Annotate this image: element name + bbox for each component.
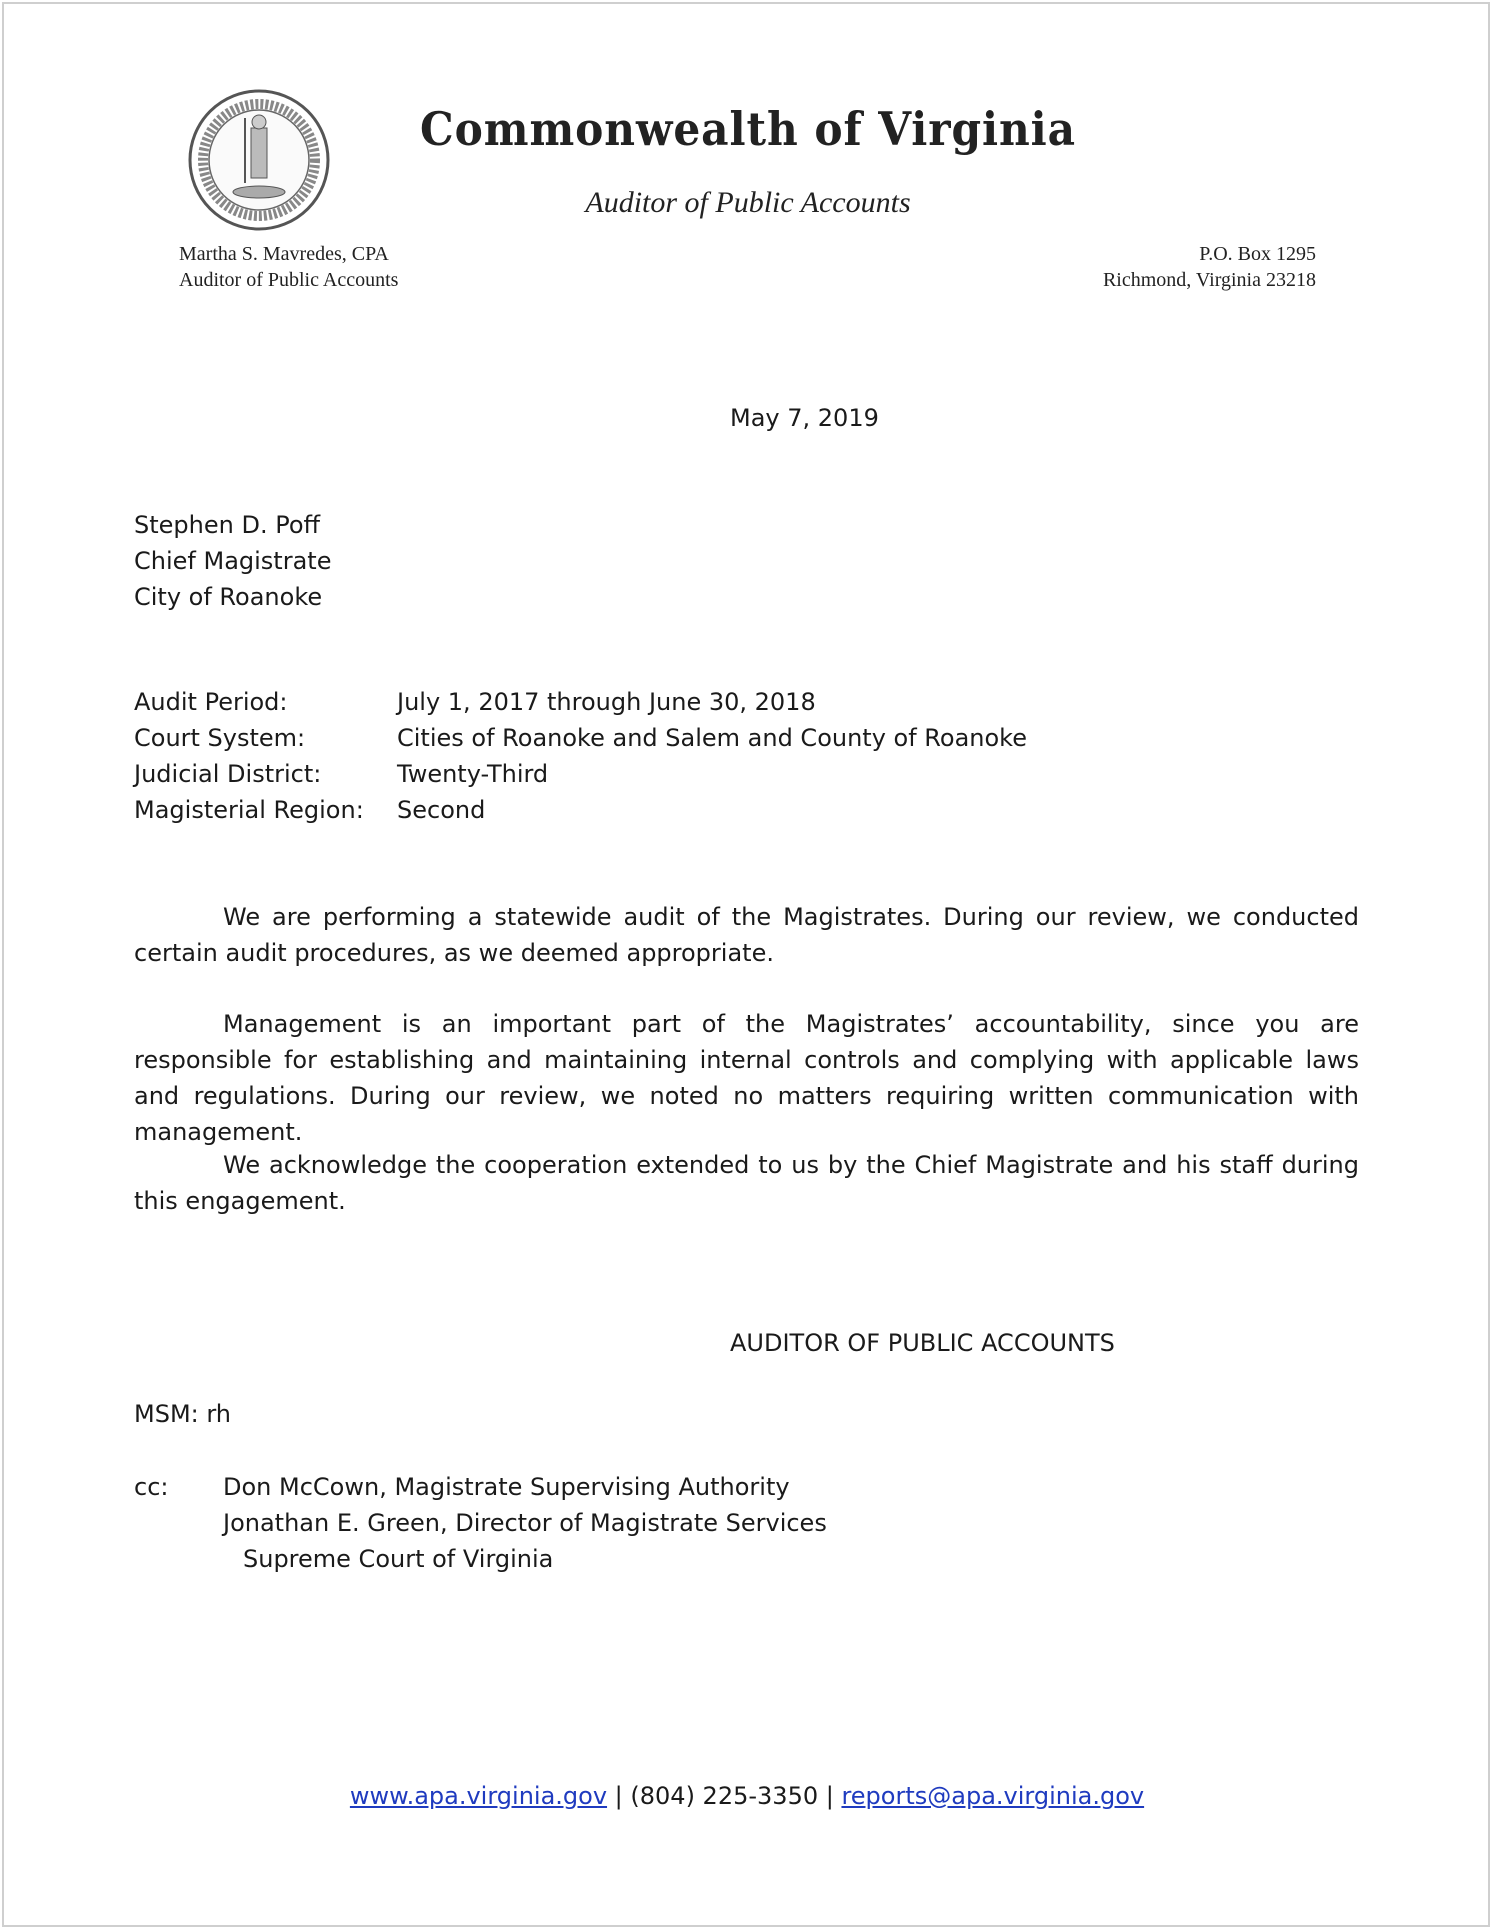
paragraph-text: We acknowledge the cooperation extended to us by the Chief Magistrate and his staff during this engagement. (134, 1151, 1359, 1215)
footer-separator: | (818, 1782, 842, 1810)
letterhead-title: Commonwealth of Virginia (419, 102, 1077, 156)
address-block (1103, 241, 1316, 293)
email-link[interactable]: reports@apa.virginia.gov (841, 1782, 1145, 1810)
paragraph-text: We are performing a statewide audit of the Magistrates. During our review, we conducted certain audit procedures, as we deemed appropriate. (134, 903, 1359, 967)
auditor-name: Martha S. Mavredes, CPA (179, 243, 389, 265)
recipient-title: Chief Magistrate (134, 547, 332, 575)
city-state-zip: Richmond, Virginia 23218 (1102, 269, 1316, 291)
auditor-title: Auditor of Public Accounts (179, 269, 399, 291)
cc-recipient: Don McCown, Magistrate Supervising Authority (223, 1473, 790, 1501)
audit-info-row (134, 720, 1027, 756)
audit-info-row (134, 684, 1027, 720)
initials: MSM: rh (134, 1400, 232, 1428)
audit-info-value: July 1, 2017 through June 30, 2018 (397, 688, 816, 716)
audit-info-value: Second (397, 796, 486, 824)
paragraph-3 (134, 1147, 1359, 1219)
recipient-city: City of Roanoke (134, 583, 323, 611)
signature-line: AUDITOR OF PUBLIC ACCOUNTS (730, 1329, 1115, 1357)
footer (0, 1778, 1494, 1814)
footer-separator: | (607, 1782, 631, 1810)
audit-info-label: Magisterial Region: (134, 796, 364, 824)
audit-info-value: Cities of Roanoke and Salem and County of Roanoke (397, 724, 1027, 752)
cc-list (223, 1469, 827, 1577)
audit-info-table (134, 684, 1027, 828)
audit-info-label: Judicial District: (134, 760, 322, 788)
cc-label: cc: (134, 1473, 169, 1501)
paragraph-text: Management is an important part of the Magistrates’ accountability, since you are responsible for establishing and maintaining internal controls and complying with applicable laws and regulations. During our review, we noted no matters requiring written communication with management. (134, 1010, 1359, 1146)
paragraph-2 (134, 1006, 1359, 1150)
audit-info-label: Audit Period: (134, 688, 288, 716)
audit-info-value: Twenty-Third (397, 760, 549, 788)
website-link[interactable]: www.apa.virginia.gov (349, 1782, 608, 1810)
recipient-block (134, 507, 331, 615)
audit-info-row (134, 756, 1027, 792)
audit-info-label: Court System: (134, 724, 306, 752)
audit-info-row (134, 792, 1027, 828)
phone-number: (804) 225-3350 (630, 1782, 819, 1810)
po-box: P.O. Box 1295 (1199, 243, 1316, 265)
letterhead-subtitle: Auditor of Public Accounts (585, 186, 911, 219)
paragraph-1 (134, 899, 1359, 971)
letter-date: May 7, 2019 (730, 404, 879, 432)
cc-recipient: Jonathan E. Green, Director of Magistrate Services (223, 1509, 827, 1537)
recipient-name: Stephen D. Poff (134, 511, 321, 539)
cc-organization: Supreme Court of Virginia (243, 1545, 554, 1573)
virginia-seal-logo (187, 88, 331, 232)
auditor-name-block (179, 241, 398, 293)
